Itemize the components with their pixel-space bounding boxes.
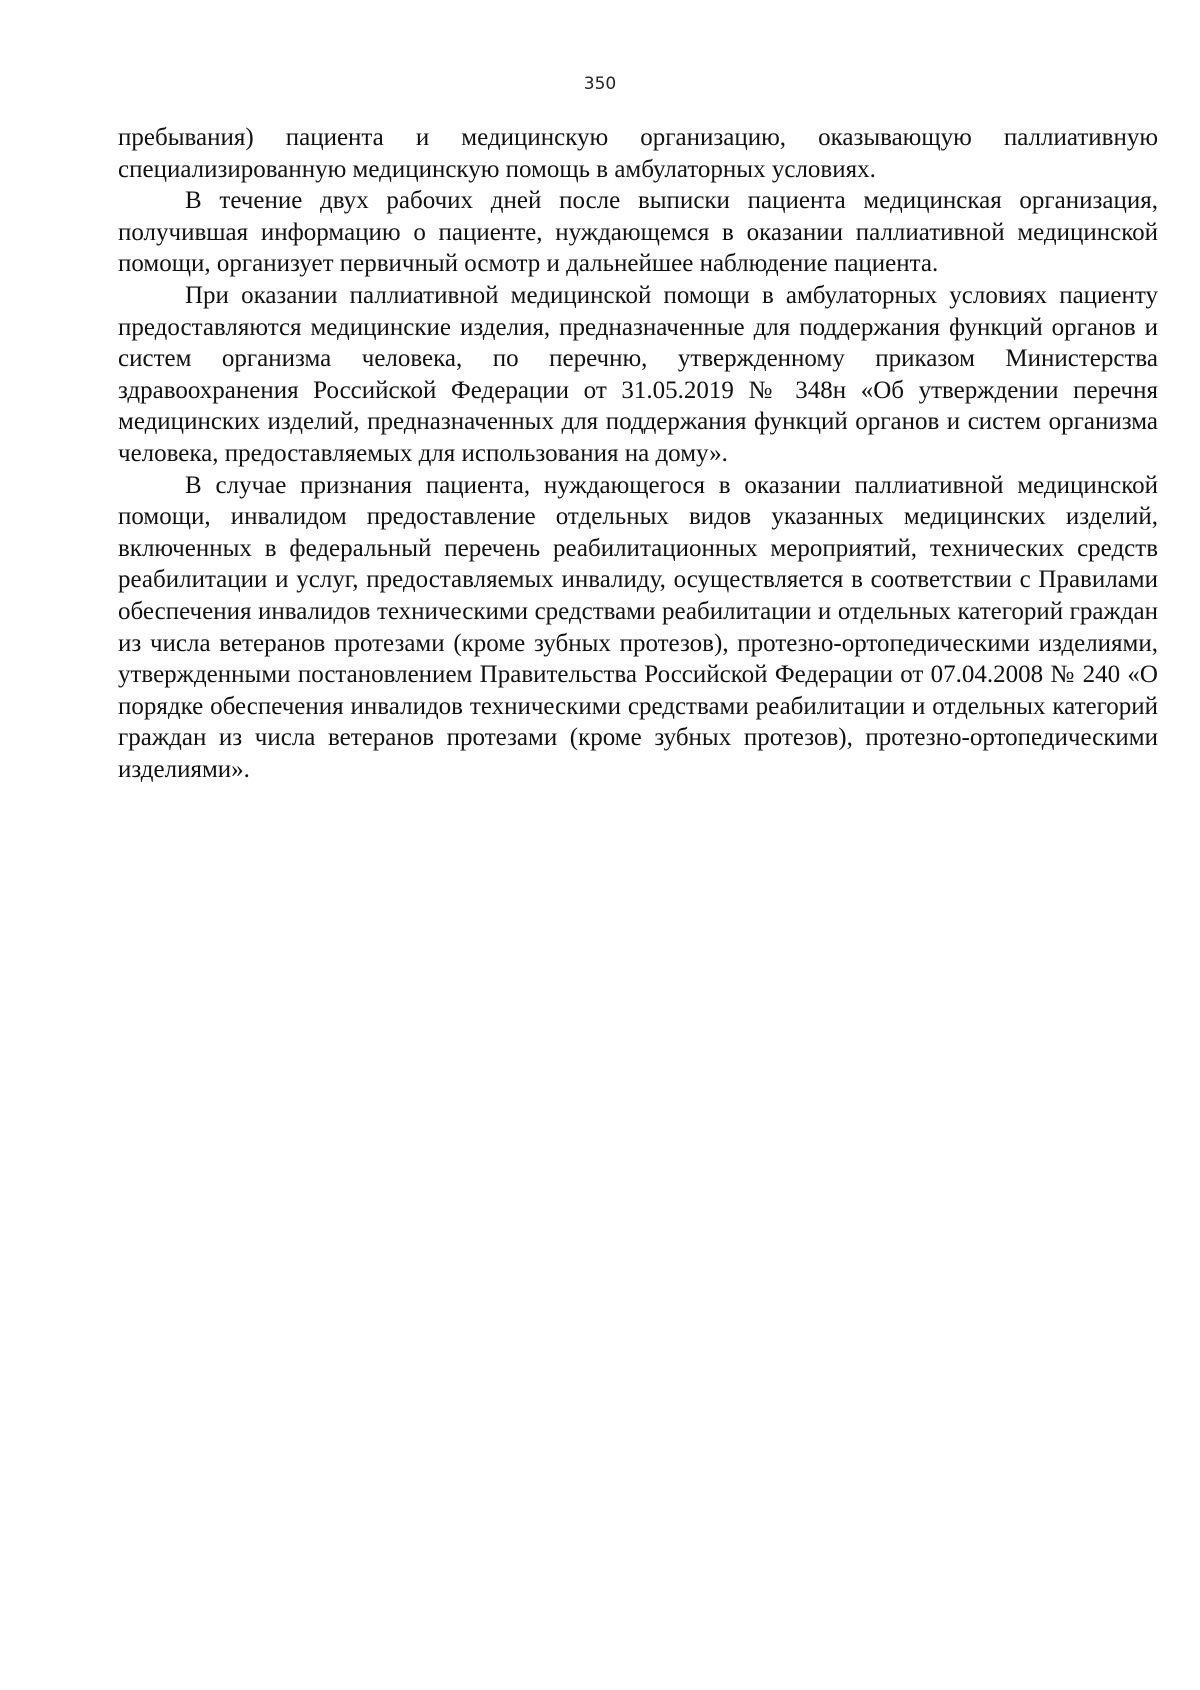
paragraph-discharge-followup: В течение двух рабочих дней после выписки пациента медицинская организация, получившая информацию о пациенте, нуждающемся в оказании паллиативной медицинской помощи, организует первичный осмотр и дальнейшее наблюдение пациента.	[118, 187, 1158, 278]
document-body	[118, 122, 1158, 785]
paragraph-medical-devices: При оказании паллиативной медицинской помощи в амбулаторных условиях пациенту предоставляются медицинские изделия, предназначенные для поддержания функций органов и систем организма человека, по перечню, утвержденному приказом Министерства здравоохранения Российской Федерации от 31.05.2019 № 348н «Об утверждении перечня медицинских изделий, предназначенных для поддержания функций органов и систем организма человека, предоставляемых для использования на дому».	[118, 281, 1158, 467]
paragraph-disability-provision: В случае признания пациента, нуждающегося в оказании паллиативной медицинской помощи, инвалидом предоставление отдельных видов указанных медицинских изделий, включенных в федеральный перечень реабилитационных мероприятий, технических средств реабилитации и услуг, предоставляемых инвалиду, осуществляется в соответствии с Правилами обеспечения инвалидов техническими средствами реабилитации и отдельных категорий граждан из числа ветеранов протезами (кроме зубных протезов), протезно-ортопедическими изделиями, утвержденными постановлением Правительства Российской Федерации от 07.04.2008 № 240 «О порядке обеспечения инвалидов техническими средствами реабилитации и отдельных категорий граждан из числа ветеранов протезами (кроме зубных протезов), протезно-ортопедическими изделиями».	[118, 471, 1158, 783]
paragraph-continuation: пребывания) пациента и медицинскую организацию, оказывающую паллиативную специализированную медицинскую помощь в амбулаторных условиях.	[118, 124, 1158, 183]
page-number: 350	[583, 74, 617, 94]
